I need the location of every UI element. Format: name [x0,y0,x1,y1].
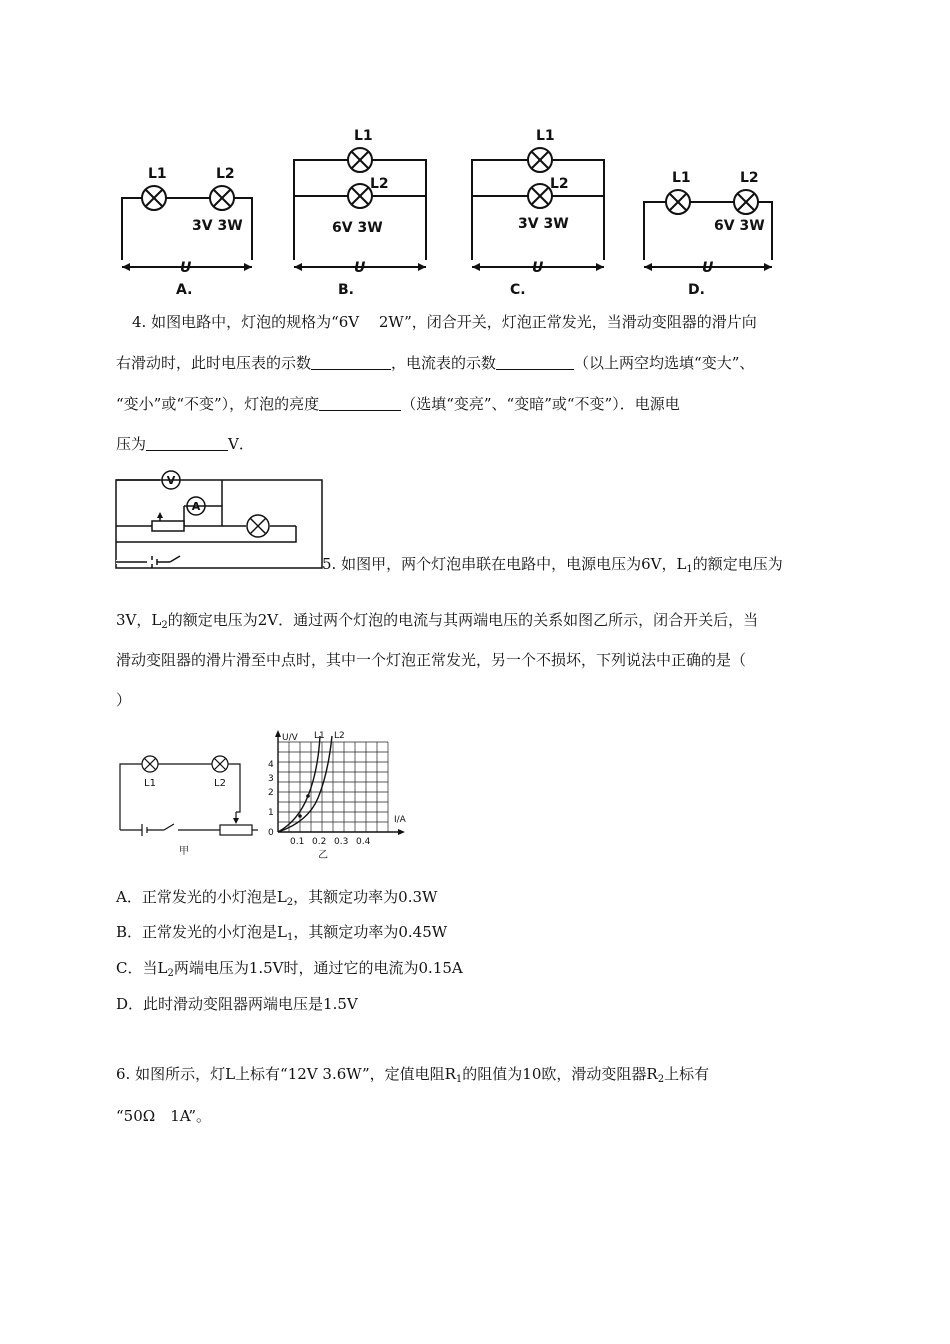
q3b-lamp2-label: L2 [370,176,389,192]
q5-option-a-prefix: A．正常发光的小灯泡是L [116,888,287,906]
q3a-rating: 3V 3W [192,218,243,234]
q4-line4a: 压为 [116,435,147,453]
q5-yi-ylabel: U/V [282,733,298,743]
q4-blank-voltmeter[interactable] [311,355,391,370]
q3d-voltage: U [702,260,714,276]
q5-yi-ytick-3: 3 [268,774,274,784]
q3c-voltage: U [532,260,544,276]
q4-line3 [116,396,680,412]
q5-option-b-prefix: B．正常发光的小灯泡是L [116,923,287,941]
q5-option-a-suffix: ，其额定功率为0.3W [293,888,438,906]
q4-blank-source-voltage[interactable] [146,436,228,451]
q5-option-b[interactable] [116,925,447,943]
q3a-option: A. [176,282,193,298]
q5-option-a-sub: 2 [286,897,294,908]
q5-option-c-prefix: C．当L [116,959,168,977]
q3b-option: B. [338,282,354,298]
q5-yi-curve-l2 [278,736,332,832]
q5-line1-end: 的额定电压为 [692,555,783,573]
q3b-voltage: U [354,260,366,276]
q3d-lamp2-label: L2 [740,170,759,186]
q5-line3: 滑动变阻器的滑片滑至中点时，其中一个灯泡正常发光，另一个不损坏，下列说法中正确的是（ [116,651,747,669]
q4-blank-ammeter[interactable] [496,355,574,370]
q5-option-c[interactable] [116,961,463,979]
q6-line1 [116,1067,709,1085]
q4-blank-brightness[interactable] [319,396,401,411]
q3a-lamp2-label: L2 [216,166,235,182]
q4-line4 [116,436,254,452]
q3c-lamp1-label: L1 [536,128,555,144]
q5-jia-lamp2-label: L2 [214,778,226,789]
q5-line2-text: 3V，L [116,611,162,629]
q4-line2 [116,355,754,371]
q5-option-a[interactable] [116,890,437,908]
q5-line1-text: 5. 如图甲，两个灯泡串联在电路中，电源电压为6V，L [322,555,687,573]
q3a-lamp1-label: L1 [148,166,167,182]
q5-yi-xtick-4: 0.4 [356,837,371,847]
q6-line1c: 上标有 [664,1065,710,1083]
q5-yi-ytick-0: 0 [268,828,274,838]
q5-figure-yi [262,726,430,866]
q5-yi-curve-l1 [278,736,320,832]
q5-yi-xtick-3: 0.3 [334,837,349,847]
q3d-lamp1-label: L1 [672,170,691,186]
q4-line3a: “变小”或“不变”），灯泡的亮度 [116,395,320,413]
q3-circuit-figures [110,120,790,300]
q4-voltmeter-label: V [166,474,176,487]
q5-option-d-prefix: D．此时滑动变阻器两端电压是1.5V [116,995,358,1013]
q5-option-d[interactable] [116,997,358,1012]
q6-sub1: 1 [455,1074,463,1085]
q5-line4: ） [116,691,132,709]
q5-option-b-suffix: ，其额定功率为0.45W [293,923,448,941]
q5-line1-sub: 1 [686,564,693,575]
q4-line4b: V． [228,435,254,453]
q5-option-c-sub: 2 [167,968,174,979]
q4-circuit-diagram [112,470,326,576]
q3b-lamp1-label: L1 [354,128,373,144]
q5-line2-sub: 2 [161,620,168,631]
q4-line2a: 右滑动时，此时电压表的示数 [116,354,312,372]
q6-line1a: 6. 如图所示，灯L上标有“12V 3.6W”，定值电阻R [116,1065,456,1083]
q5-yi-xtick-2: 0.2 [312,837,327,847]
q5-jia-caption: 甲 [179,846,189,857]
q5-option-b-sub: 1 [287,932,294,943]
q5-figure-jia [112,750,272,860]
q3c-rating: 3V 3W [518,216,569,232]
q5-yi-series-l1: L1 [314,731,325,741]
q5-yi-ytick-4: 4 [268,760,274,770]
q5-yi-ytick-2: 2 [268,788,274,798]
q6-line1b: 的阻值为10欧，滑动变阻器R [462,1065,658,1083]
q4-line3b: （选填“变亮”、“变暗”或“不变”）．电源电 [401,395,680,413]
q5-yi-caption: 乙 [318,850,328,861]
q5-yi-series-l2: L2 [334,731,345,741]
q4-line2c: （以上两空均选填“变大”、 [574,354,755,372]
q6-sub2: 2 [657,1074,665,1085]
q4-line2b: ，电流表的示数 [391,354,497,372]
q5-yi-xlabel: I/A [394,815,406,825]
q5-jia-lamp1-label: L1 [144,778,156,789]
q5-line1 [322,557,783,575]
q4-line1: 4. 如图电路中，灯泡的规格为“6V 2W”，闭合开关，灯泡正常发光，当滑动变阻器的滑片向 [132,313,757,331]
q5-yi-ytick-1: 1 [268,808,274,818]
q3c-lamp2-label: L2 [550,176,569,192]
q3b-rating: 6V 3W [332,220,383,236]
q3c-option: C. [510,282,526,298]
q4-ammeter-label: A [191,500,201,513]
q5-option-c-suffix: 两端电压为1.5V时，通过它的电流为0.15A [173,959,463,977]
q3d-option: D. [688,282,705,298]
q5-line2 [116,613,758,631]
q5-yi-xtick-1: 0.1 [290,837,305,847]
q3a-voltage: U [180,260,192,276]
q5-line2-end: 的额定电压为2V．通过两个灯泡的电流与其两端电压的关系如图乙所示，闭合开关后，当 [167,611,759,629]
q3d-rating: 6V 3W [714,218,765,234]
q6-line2: “50Ω 1A”。 [116,1107,212,1125]
